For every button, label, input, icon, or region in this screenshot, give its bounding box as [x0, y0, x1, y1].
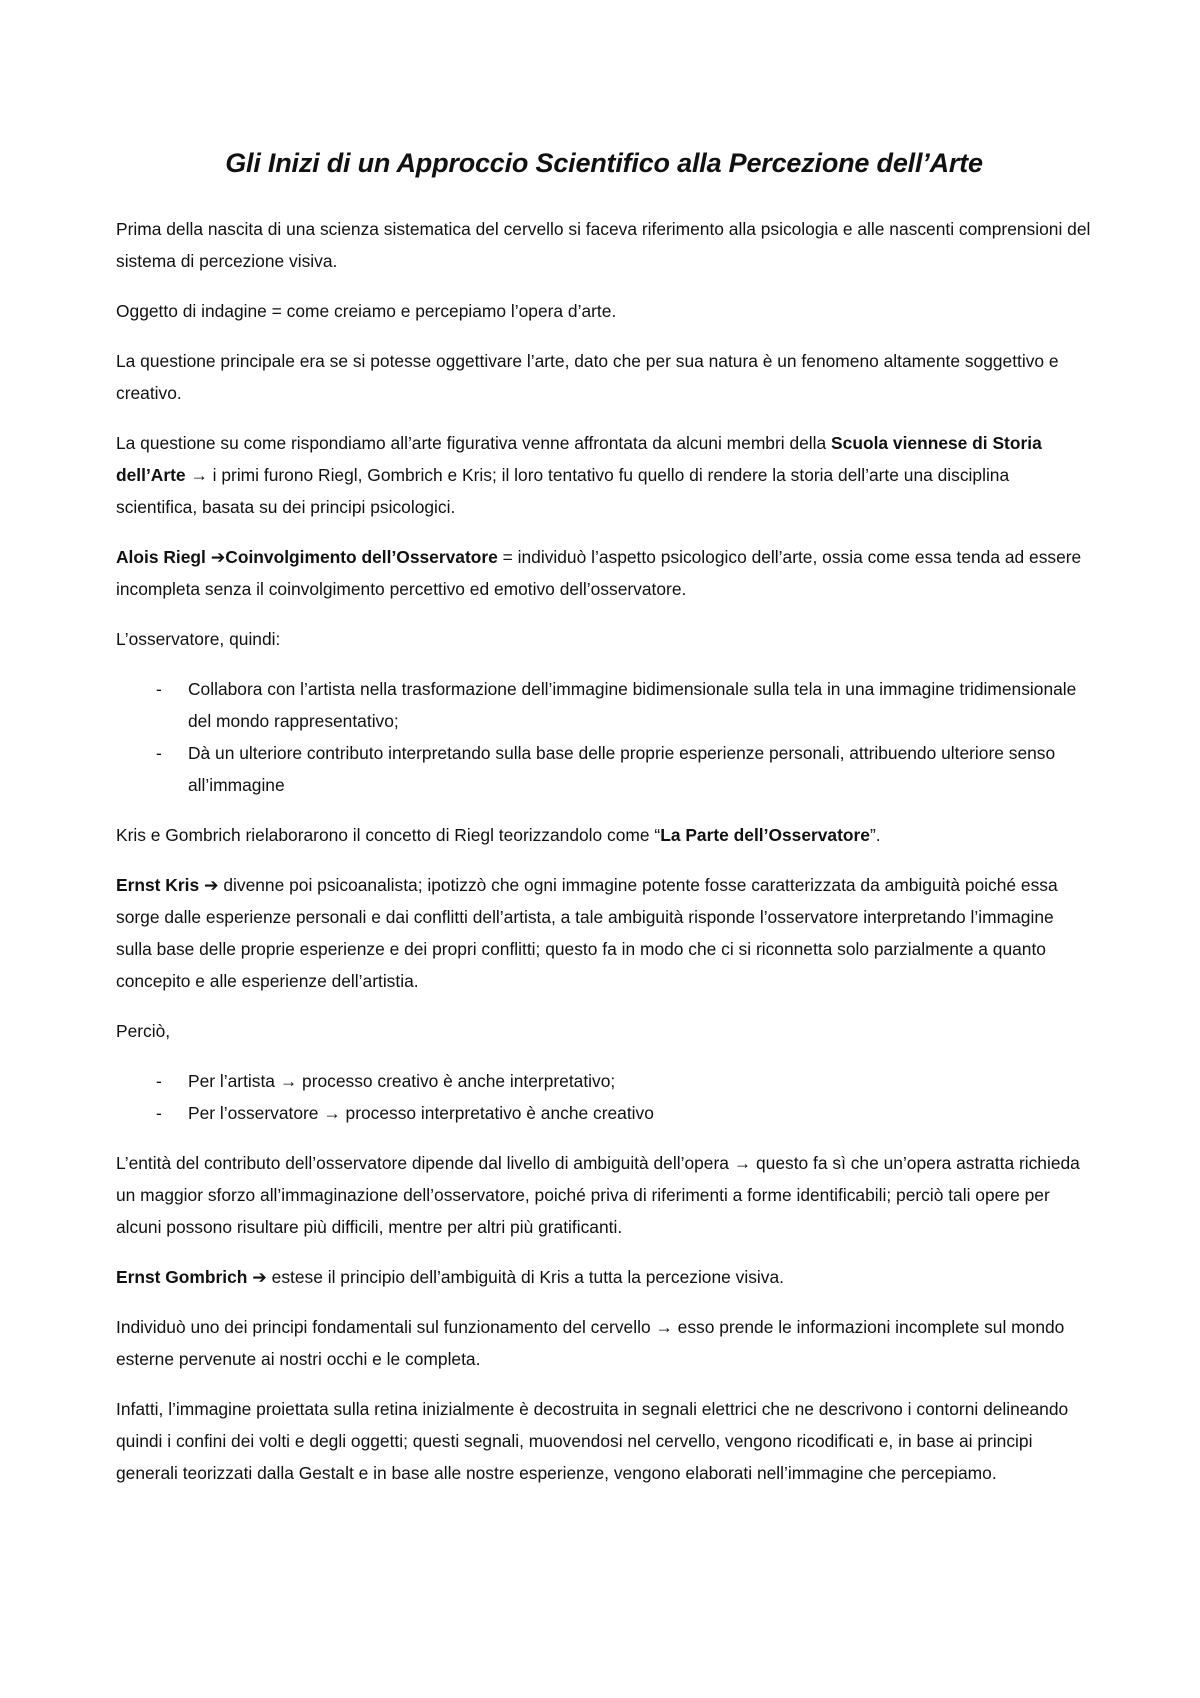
paragraph-kris: Ernst Kris ➔ divenne poi psicoanalista; ipotizzò che ogni immagine potente fosse caratterizzata da ambiguità poiché essa sorge dalle esperienze personali e dai conflitti dell’artista, a tale ambiguità risponde l’osservatore interpretando l’immagine sulla base delle proprie esperienze e dei propri conflitti; questo fa in modo che ci si riconnetta solo parzialmente a quanto concepito e alle esperienze dell’artistia. [116, 875, 1058, 991]
paragraph-retina: Infatti, l’immagine proiettata sulla retina inizialmente è decostruita in segnali elettrici che ne descrivono i contorni delineando quindi i confini dei volti e degli oggetti; questi segnali, muovendosi nel cervello, vengono ricodificati e, in base ai principi generali teorizzati dalla Gestalt e in base alle nostre esperienze, vengono elaborati nell’immagine che percepiamo. [116, 1399, 1069, 1483]
paragraph-gombrich: Ernst Gombrich ➔ estese il principio dell’ambiguità di Kris a tutta la percezione visiva. [116, 1267, 784, 1287]
list-item: - Dà un ulteriore contributo interpretando sulla base delle proprie esperienze personali, attribuendo ulteriore senso all’immagine [116, 737, 1092, 801]
artist-observer-list [116, 1065, 1092, 1129]
dash-bullet: - [156, 679, 162, 699]
paragraph-question: La questione principale era se si potesse oggettivare l’arte, dato che per sua natura è un fenomeno altamente soggettivo e creativo. [116, 351, 1059, 403]
dash-bullet: - [156, 743, 162, 763]
list-item: - Per l’artista → processo creativo è anche interpretativo; [116, 1065, 1092, 1097]
paragraph-observer: L’osservatore, quindi: [116, 629, 281, 649]
arrow-icon: → [733, 1153, 752, 1173]
arrow-icon: → [279, 1071, 298, 1091]
arrow-icon: → [323, 1103, 341, 1123]
paragraph-vienna-school: La questione su come rispondiamo all’arte figurativa venne affrontata da alcuni membri della Scuola viennese di Storia dell’Arte → i primi furono Riegl, Gombrich e Kris; il loro tentativo fu quello di rendere la storia dell’arte una disciplina scientifica, basata su dei principi psicologici. [116, 433, 1042, 517]
arrow-icon: → [190, 465, 208, 485]
list-item: - Collabora con l’artista nella trasformazione dell’immagine bidimensionale sulla tela in una immagine tridimensionale del mondo rappresentativo; [116, 673, 1092, 737]
dash-bullet: - [156, 1071, 162, 1091]
observer-list [116, 673, 1092, 801]
arrow-icon: ➔ [203, 875, 219, 895]
paragraph-kris-gombrich: Kris e Gombrich rielaborarono il concetto di Riegl teorizzandolo come “La Parte dell’Osservatore”. [116, 825, 881, 845]
arrow-icon: ➔ [210, 547, 226, 567]
paragraph-brain-principle: Individuò uno dei principi fondamentali sul funzionamento del cervello → esso prende le informazioni incomplete sul mondo esterne pervenute ai nostri occhi e le completa. [116, 1317, 1065, 1369]
paragraph-object: Oggetto di indagine = come creiamo e percepiamo l’opera d’arte. [116, 301, 617, 321]
paragraph-therefore: Perciò, [116, 1021, 171, 1041]
paragraph-ambiguity: L’entità del contributo dell’osservatore dipende dal livello di ambiguità dell’opera → questo fa sì che un’opera astratta richieda un maggior sforzo all’immaginazione dell’osservatore, poiché priva di riferimenti a forme identificabili; perciò tali opere per alcuni possono risultare più difficili, mentre per altri più gratificanti. [116, 1153, 1080, 1237]
dash-bullet: - [156, 1103, 162, 1123]
arrow-icon: ➔ [252, 1267, 267, 1287]
list-item: - Per l’osservatore → processo interpretativo è anche creativo [116, 1097, 1092, 1129]
arrow-icon: → [655, 1317, 673, 1337]
paragraph-riegl: Alois Riegl ➔Coinvolgimento dell’Osservatore = individuò l’aspetto psicologico dell’arte, ossia come essa tenda ad essere incompleta senza il coinvolgimento percettivo ed emotivo dell’osservatore. [116, 547, 1082, 599]
document-title: Gli Inizi di un Approccio Scientifico alla Percezione dell’Arte [225, 148, 983, 178]
paragraph-intro: Prima della nascita di una scienza sistematica del cervello si faceva riferimento alla psicologia e alle nascenti comprensioni del sistema di percezione visiva. [116, 219, 1091, 271]
